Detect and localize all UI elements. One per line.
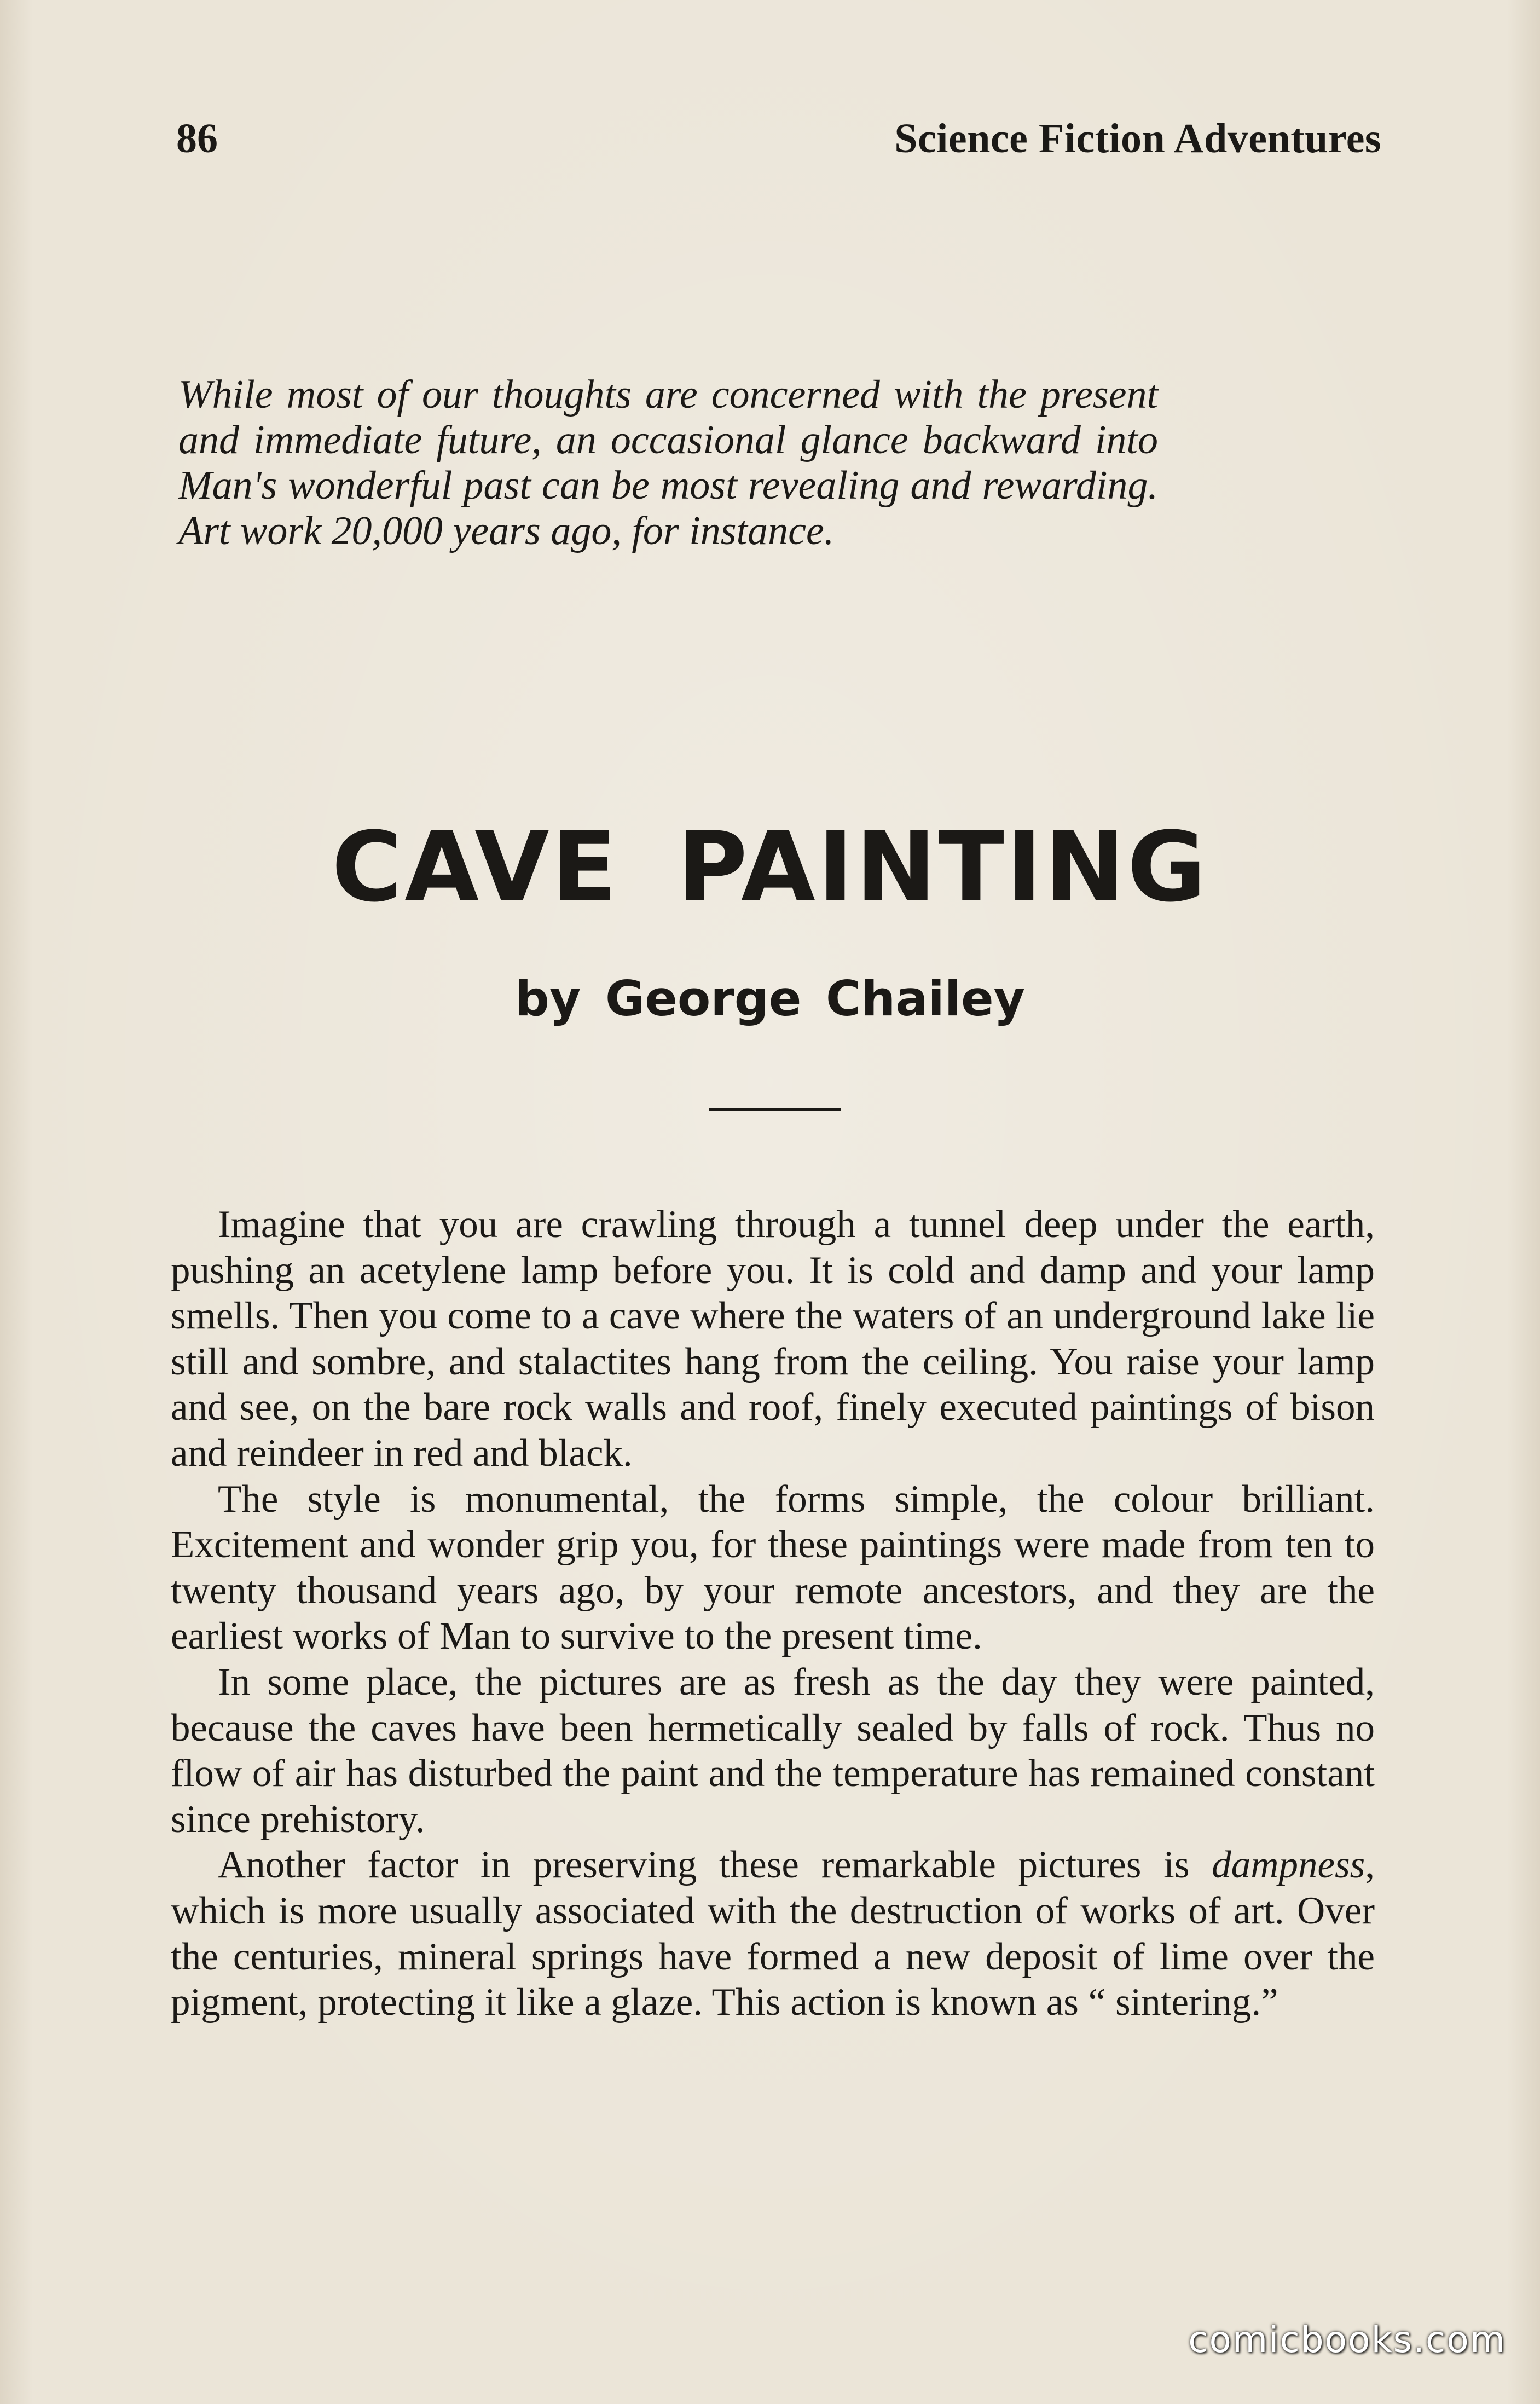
article-byline: by George Chailey bbox=[514, 970, 1026, 1027]
body-paragraph-4-rest: , which is more usually associated with the destruction of works of art. Over the centuries, mineral springs have formed a new deposit of lime over the pigment, protecting it like a glaze. This action is known as “ sintering.” bbox=[171, 1844, 1375, 2024]
body-paragraph-2: The style is monumental, the forms simple, the colour brilliant. Excitement and wonder grip you, for these paintings were made from ten to twenty thousand years ago, by your remote ancestors, and they are the earliest works of Man to survive to the present time. bbox=[171, 1477, 1375, 1658]
running-head: Science Fiction Adventures bbox=[894, 115, 1381, 161]
intro-blurb: While most of our thoughts are concerned with the present and immediate future, an occasional glance backward into Man's wonderful past can be most revealing and rewarding. Art work 20,000 years ago, for instance. bbox=[178, 372, 1158, 553]
body-paragraph-4-emphasis: dampness bbox=[1212, 1844, 1365, 1887]
article-body bbox=[171, 1202, 1375, 2026]
body-paragraph-3: In some place, the pictures are as fresh as the day they were painted, because the caves have been hermetically sealed by falls of rock. Thus no flow of air has disturbed the paint and the temperature has remained constant since prehistory. bbox=[171, 1660, 1375, 1841]
page-number: 86 bbox=[176, 115, 218, 161]
body-paragraph-4 bbox=[171, 1842, 1375, 2025]
page-header bbox=[0, 115, 1540, 175]
site-watermark: comicbooks.com bbox=[1188, 2319, 1506, 2361]
section-divider bbox=[709, 1108, 841, 1111]
article-title: CAVE PAINTING bbox=[331, 811, 1209, 923]
body-paragraph-1: Imagine that you are crawling through a tunnel deep under the earth, pushing an acetylene lamp before you. It is cold and damp and your lamp smells. Then you come to a cave where the waters of an underground lake lie still and sombre, and stalactites hang from the ceiling. You raise your lamp and see, on the bare rock walls and roof, finely executed paintings of bison and reindeer in red and black. bbox=[171, 1203, 1375, 1475]
body-paragraph-4-start: Another factor in preserving these remarkable pictures is bbox=[218, 1844, 1212, 1887]
